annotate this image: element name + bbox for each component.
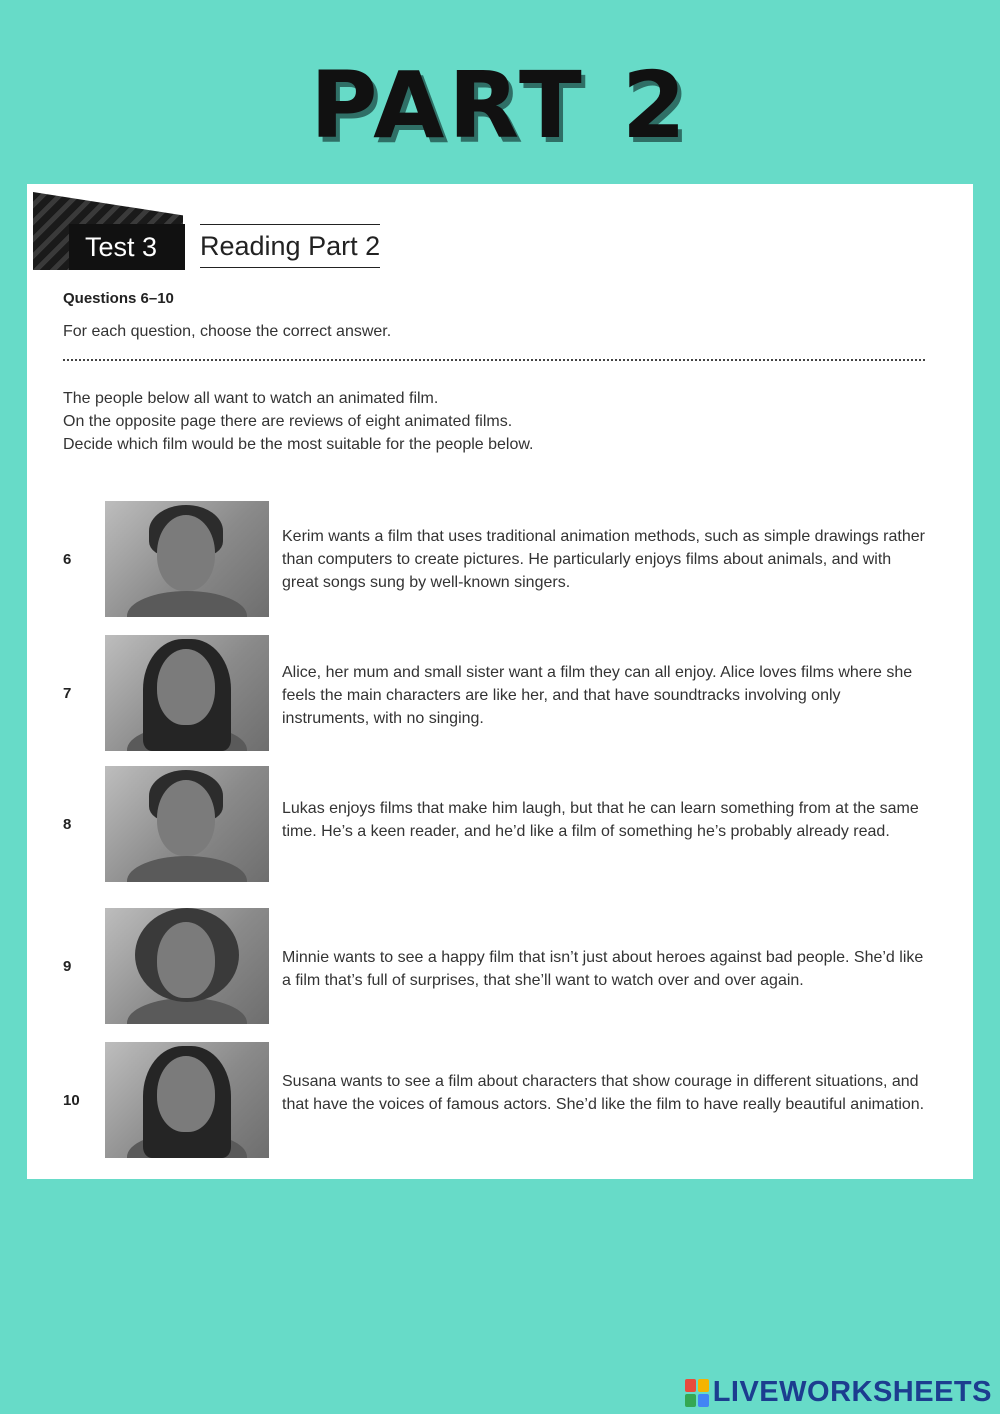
person-photo [105,1042,269,1158]
intro-line: On the opposite page there are reviews of eight animated films. [63,413,513,430]
questions-range: Questions 6–10 [63,290,174,307]
worksheet-page [27,184,973,1179]
intro-line: Decide which film would be the most suitable for the people below. [63,436,534,453]
person-item [63,635,933,751]
person-photo [105,635,269,751]
person-description: Lukas enjoys films that make him laugh, but that he can learn something from at the same time. He’s a keen reader, and he’d like a film of something he’s probably already read. [282,800,919,840]
person-item [63,908,933,1024]
intro-line: The people below all want to watch an animated film. [63,390,439,407]
photo-shape [157,649,215,725]
person-photo [105,766,269,882]
photo-shape [127,591,247,617]
test-label: Test 3 [69,224,185,270]
liveworksheets-logo[interactable] [685,1376,992,1409]
person-photo [105,908,269,1024]
liveworksheets-logo-icon [685,1379,709,1407]
person-item [63,766,933,882]
photo-shape [157,515,215,591]
part-label: Reading Part 2 [200,224,380,268]
photo-shape [157,922,215,998]
intro-paragraph [63,387,533,456]
page-title: PART 2 [310,52,690,159]
logo-tile [698,1379,709,1392]
person-item [63,1042,933,1158]
photo-shape [157,1056,215,1132]
person-description: Susana wants to see a film about characters that show courage in different situations, and that have the voices of famous actors. She’d like the film to have really beautiful animation. [282,1073,925,1113]
person-description: Alice, her mum and small sister want a film they can all enjoy. Alice loves films where she feels the main characters are like her, and that have soundtracks involving only instruments, with no singing. [282,664,913,727]
logo-tile [698,1394,709,1407]
question-number: 7 [63,685,72,702]
question-number: 6 [63,551,72,568]
question-number: 8 [63,816,72,833]
logo-tile [685,1379,696,1392]
dotted-divider [63,359,925,361]
person-description: Kerim wants a film that uses traditional animation methods, such as simple drawings rather than computers to create pictures. He particularly enjoys films about animals, and with great songs sung by well-known singers. [282,528,925,591]
person-item [63,501,933,617]
question-number: 9 [63,958,72,975]
photo-shape [127,856,247,882]
person-description: Minnie wants to see a happy film that isn’t just about heroes against bad people. She’d like a film that’s full of surprises, that she’ll want to watch over and over again. [282,949,924,989]
brand-name: LIVEWORKSHEETS [712,1376,992,1408]
person-photo [105,501,269,617]
question-number: 10 [63,1092,80,1109]
instruction-text: For each question, choose the correct answer. [63,323,392,340]
photo-shape [157,780,215,856]
logo-tile [685,1394,696,1407]
